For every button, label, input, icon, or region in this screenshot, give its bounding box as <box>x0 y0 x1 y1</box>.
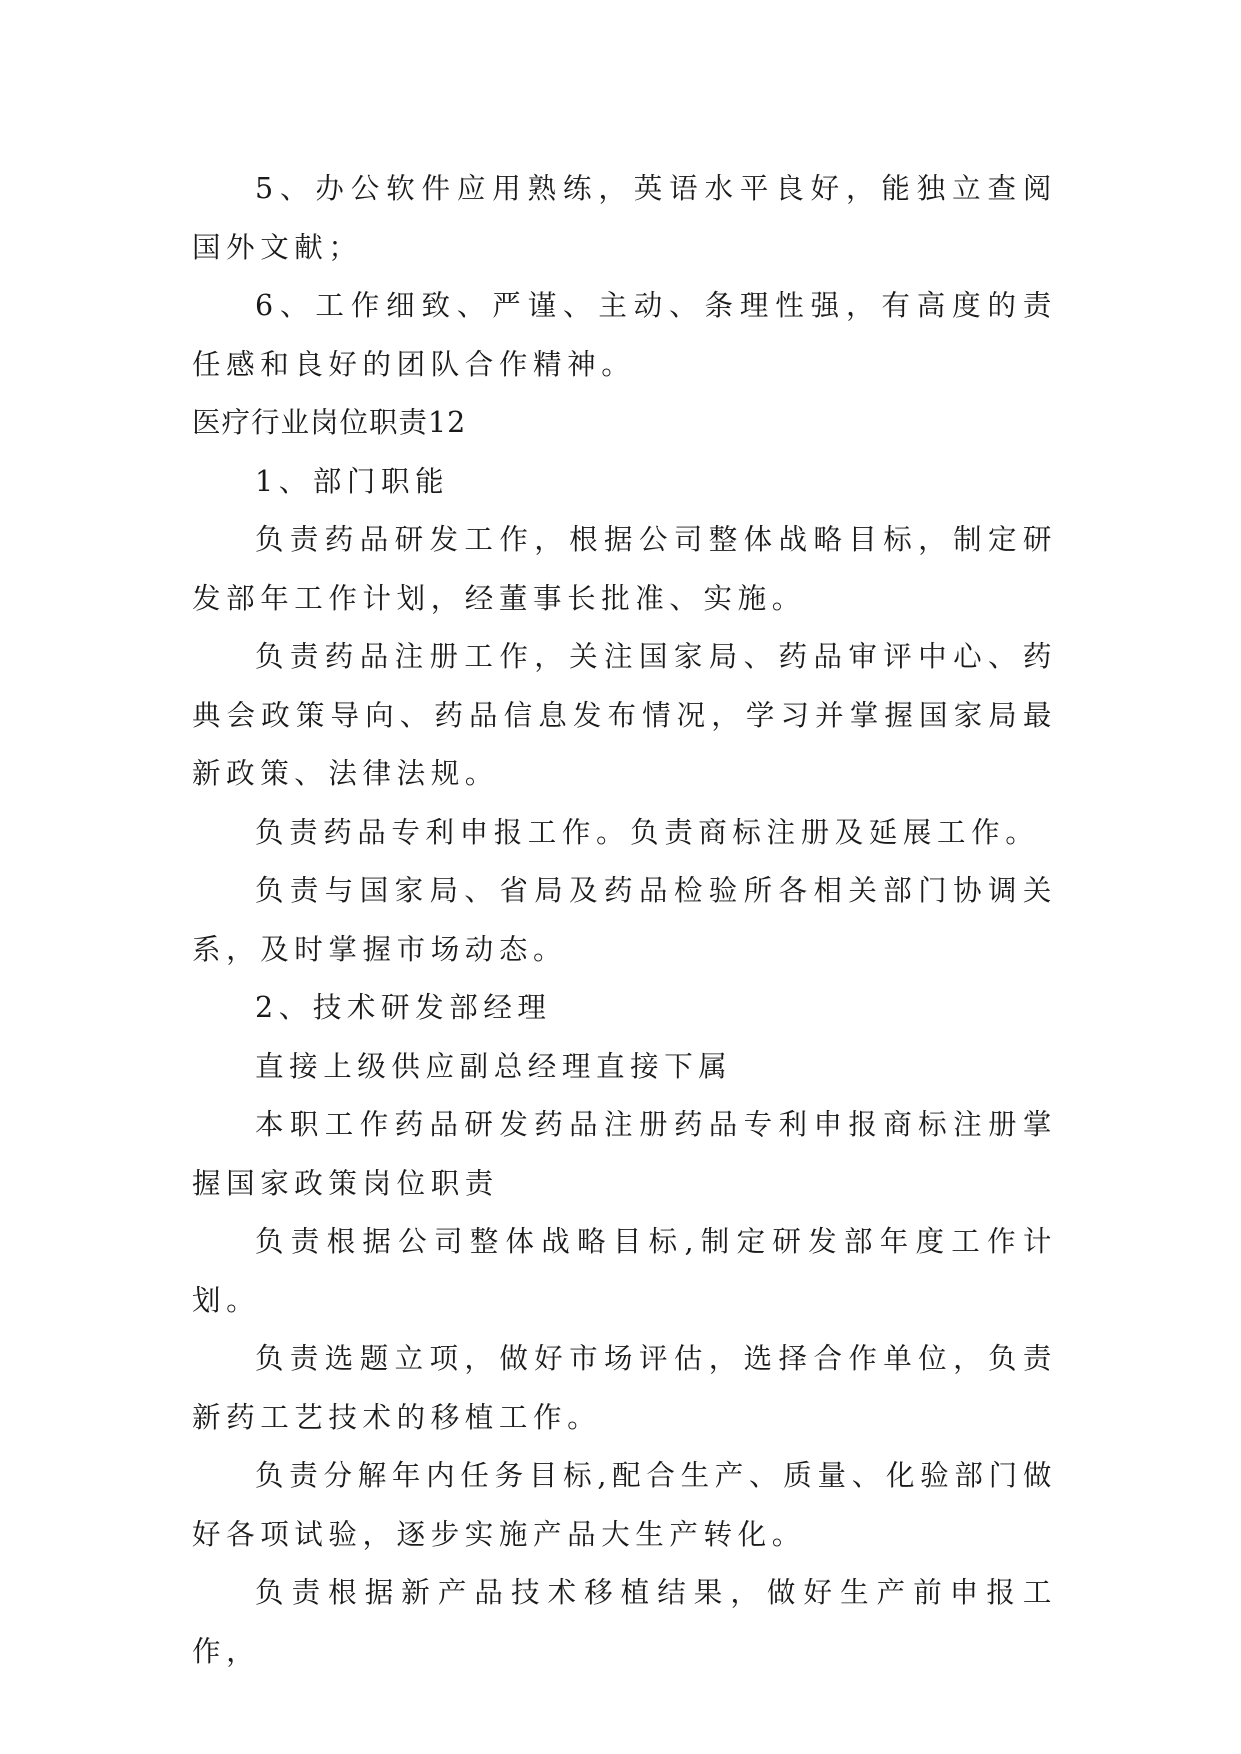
document-body <box>192 160 1057 1681</box>
paragraph-project-selection: 负责选题立项，做好市场评估，选择合作单位，负责新药工艺技术的移植工作。 <box>192 1342 1057 1434</box>
section-heading: 医疗行业岗位职责12 <box>192 406 467 439</box>
paragraph-pre-production: 负责根据新产品技术移植结果，做好生产前申报工作， <box>192 1576 1057 1668</box>
paragraph-core-duties: 本职工作药品研发药品注册药品专利申报商标注册掌握国家政策岗位职责 <box>192 1108 1057 1200</box>
paragraph-item-6: 6、工作细致、严谨、主动、条理性强，有高度的责任感和良好的团队合作精神。 <box>192 289 1057 381</box>
paragraph-reporting-line: 直接上级供应副总经理直接下属 <box>255 1049 733 1083</box>
paragraph-patent-work: 负责药品专利申报工作。负责商标注册及延展工作。 <box>255 815 1040 849</box>
paragraph-coordination: 负责与国家局、省局及药品检验所各相关部门协调关系，及时掌握市场动态。 <box>192 874 1057 966</box>
paragraph-annual-plan: 负责根据公司整体战略目标,制定研发部年度工作计划。 <box>192 1225 1057 1317</box>
subsection-title-department-function: 1、部门职能 <box>255 464 450 498</box>
paragraph-task-breakdown: 负责分解年内任务目标,配合生产、质量、化验部门做好各项试验，逐步实施产品大生产转化。 <box>192 1459 1057 1551</box>
paragraph-item-5: 5、办公软件应用熟练，英语水平良好，能独立查阅国外文献； <box>192 172 1057 264</box>
paragraph-rd-work: 负责药品研发工作，根据公司整体战略目标，制定研发部年工作计划，经董事长批准、实施。 <box>192 523 1057 615</box>
paragraph-registration-work: 负责药品注册工作，关注国家局、药品审评中心、药典会政策导向、药品信息发布情况，学习并掌握国家局最新政策、法律法规。 <box>192 640 1057 790</box>
subsection-title-rd-manager: 2、技术研发部经理 <box>255 991 552 1024</box>
